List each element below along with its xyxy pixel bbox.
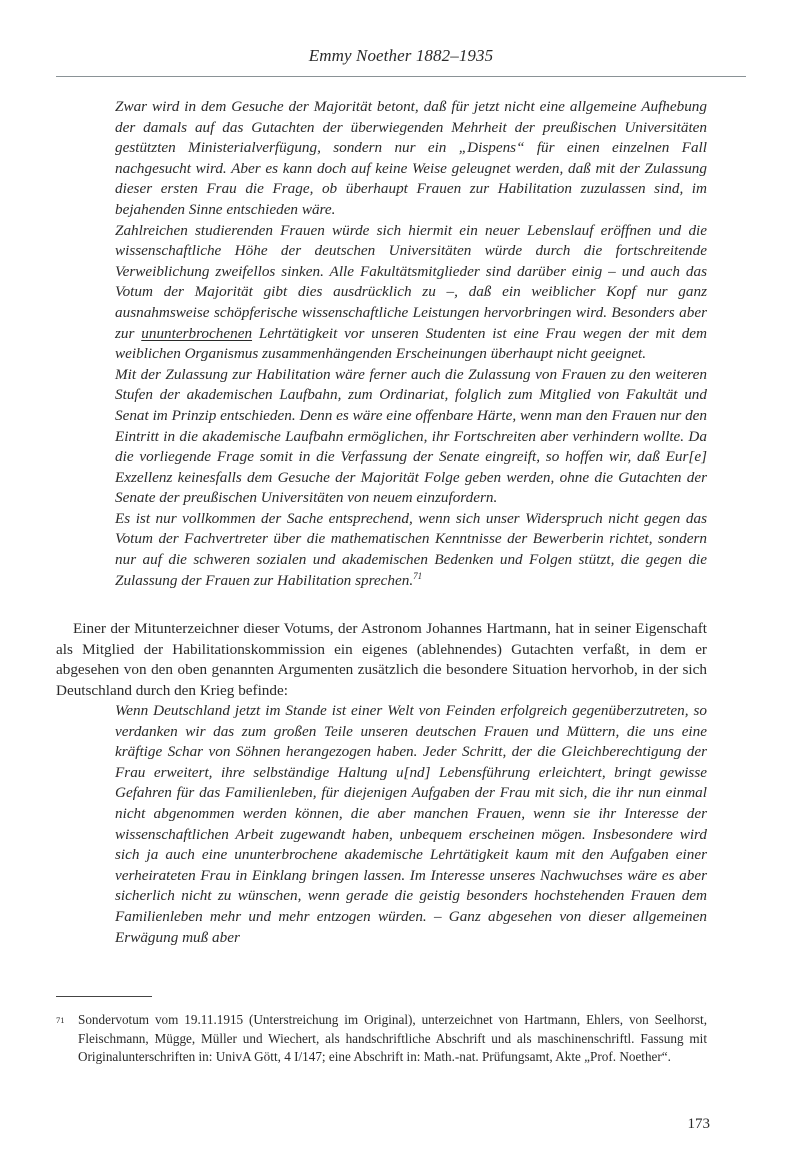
quote-text: Lehrtätigkeit vor unseren Studenten ist eine Frau wegen der mit dem weiblichen Organismus zusammenhängenden Erscheinungen überhaupt nicht geeignet. xyxy=(115,324,708,363)
footnote xyxy=(56,1011,707,1067)
footnote-text: Sondervotum vom 19.11.1915 (Unterstreichung im Original), unterzeichnet von Hartmann, Ehlers, von Seelhorst, Fleischmann, Mügge, Müller und Wiechert, als handschriftliche Abschrift und als maschinenschriftl. Fassung mit Originalunterschriften in: UnivA Gött, 4 I/147; eine Abschrift in: Math.-nat. Prüfungsamt, Akte „Prof. Noether“. xyxy=(78,1012,707,1065)
running-head: Emmy Noether 1882–1935 xyxy=(308,46,494,65)
block-quote-hartmann xyxy=(115,701,707,948)
header-rule xyxy=(56,76,746,77)
footnote-number: 71 xyxy=(56,1015,65,1025)
quote-text: Zahlreichen studierenden Frauen würde sich hiermit ein neuer Lebenslauf eröffnen und die wissenschaftliche Höhe der deutschen Universitäten würde durch die fortschreitende Verweiblichung zweifellos sinken. Alle Fakultätsmitglieder sind darüber einig – und auch das Votum der Majorität gibt dies ausdrücklich zu –, daß ein weiblicher Kopf nur ganz ausnahmsweise schöpferische wissenschaftliche Leistungen hervorbringen wird. Besonders aber zur xyxy=(115,221,707,342)
quote-paragraph: Mit der Zulassung zur Habilitation wäre ferner auch die Zulassung von Frauen zu den weiteren Stufen der akademischen Laufbahn, zum Ordinariat, folglich zum Mitglied von Fakultät und Senat im Prinzip entschieden. Denn es wäre eine offenbare Härte, wenn man den Frauen nur den Eintritt in die akademische Laufbahn ermöglichen, ihr Fortschreiten aber verhindern wollte. Da die vorliegende Frage somit in die Verfassung der Senate eingreift, so hoffen wir, daß Eur[e] Exzellenz keinesfalls dem Gesuche der Majorität Folge geben werden, ohne die Gutachten der Senate der preußischen Universitäten von neuem einzufordern. xyxy=(115,365,707,507)
quote-paragraph: Wenn Deutschland jetzt im Stande ist einer Welt von Feinden erfolgreich gegenüberzutreten, so verdanken wir das zum großen Teile unseren deutschen Frauen und Müttern, die uns eine kräftige Schar von Söhnen herangezogen haben. Jeder Schritt, der die Gleichberechtigung der Frau erweitert, ihre selbständige Haltung u[nd] Lebensführung erleichtert, bringt gewisse Gefahren für das Familienleben, für diejenigen Aufgaben der Frau mit sich, die ihr nun einmal nicht abgenommen werden können, die aber manchen Frauen, wenn sie ihr Interesse der wissenschaftlichen Arbeit zugewandt haben, unbequem erscheinen mögen. Insbesondere wird sich ja auch eine ununterbrochene akademische Lehrtätigkeit kaum mit den Aufgaben einer verheirateten Frau in Einklang bringen lassen. Im Interesse unseres Nachwuchses wäre es aber sicherlich nicht zu wünschen, wenn gerade die geistig besonders hochstehenden Frauen dem Familienleben mehr und mehr entzogen würden. – Ganz abgesehen von dieser allgemeinen Erwägung muß aber xyxy=(115,702,707,946)
block-quote-faculty-minority-vote xyxy=(115,97,707,591)
body-paragraph: Einer der Mitunterzeichner dieser Votums, der Astronom Johannes Hartmann, hat in seiner Eigenschaft als Mitglied der Habilitationskommission ein eigenes (ablehnendes) Gutachten verfaßt, in dem er abgesehen von den oben genannten Argumenten zusätzlich die besondere Situation hervorhob, in der sich Deutschland durch den Krieg befinde: xyxy=(56,620,707,699)
quote-paragraph xyxy=(115,221,707,365)
quote-paragraph: Zwar wird in dem Gesuche der Majorität betont, daß für jetzt nicht eine allgemeine Aufhebung der damals auf das Gutachten der überwiegenden Mehrheit der preußischen Universitäten gestützten Ministerialverfügung, sondern nur ein „Dispens“ für einen einzelnen Fall nachgesucht wird. Aber es kann doch auf keine Weise geleugnet werden, daß mit der Zulassung dieser ersten Frau die Frage, ob überhaupt Frauen zur Habilitation zuzulassen sind, im bejahenden Sinne entschieden wäre. xyxy=(115,98,707,218)
quote-text: Es ist nur vollkommen der Sache entsprechend, wenn sich unser Widerspruch nicht gegen das Votum der Fachvertreter über die mathematischen Kenntnisse der Bewerberin richtet, sondern nur auf die schweren sozialen und akademischen Bedenken und Folgen stützt, die gegen die Zulassung der Frauen zur Habilitation sprechen. xyxy=(115,509,707,589)
footnote-reference[interactable]: 71 xyxy=(413,570,423,581)
underlined-emphasis: ununterbrochenen xyxy=(141,324,253,342)
quote-paragraph xyxy=(115,509,707,591)
footnote-separator xyxy=(56,996,152,997)
body-text xyxy=(56,619,707,701)
page-number: 173 xyxy=(687,1116,710,1132)
